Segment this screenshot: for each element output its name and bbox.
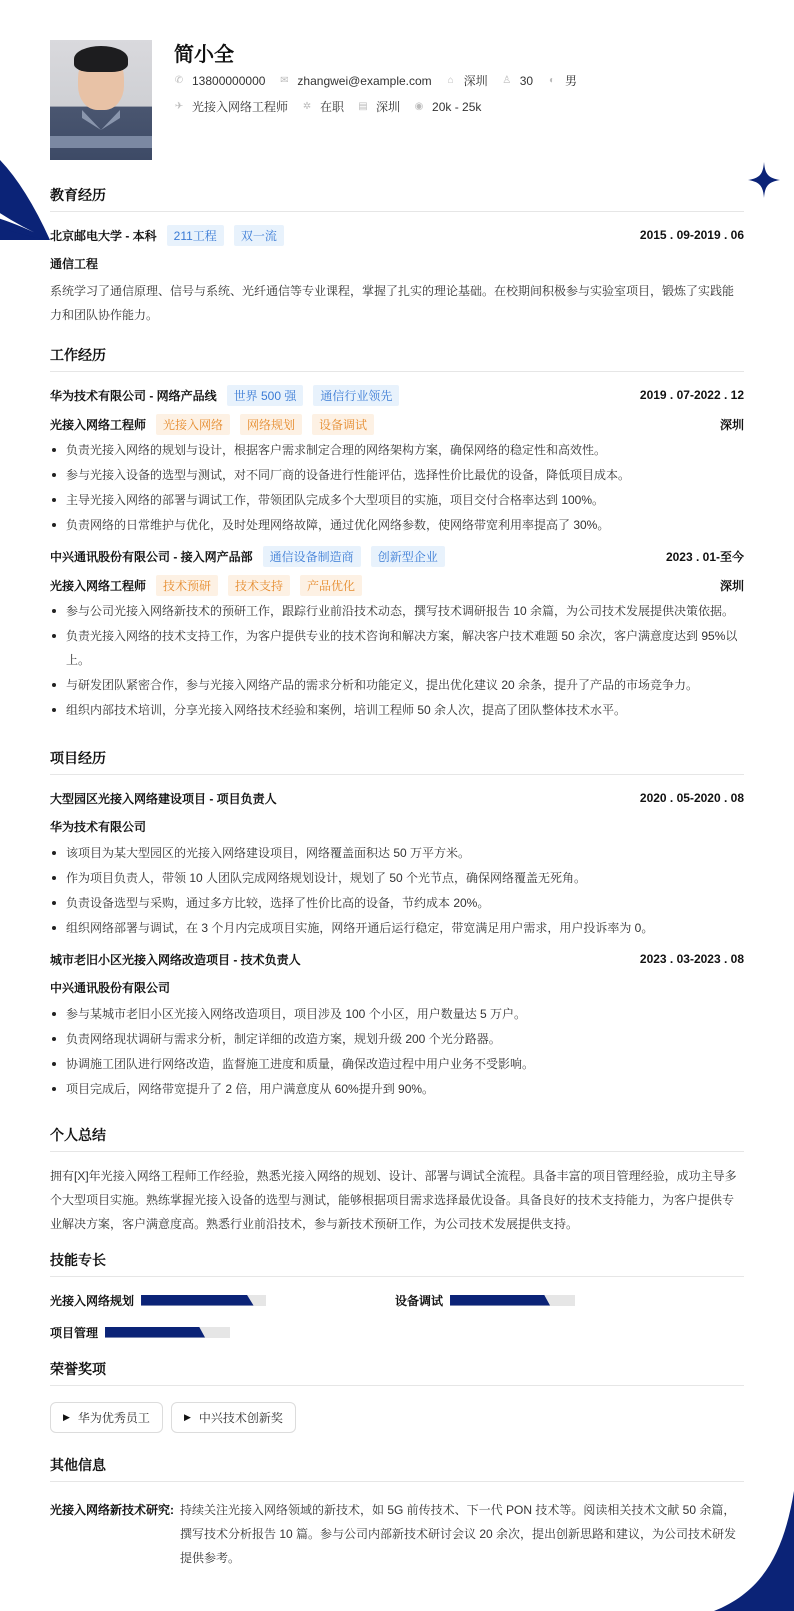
education-description: 系统学习了通信原理、信号与系统、光纤通信等专业课程，掌握了扎实的理论基础。在校期间积极参与实验室项目，锻炼了实践能力和团队协作能力。	[50, 284, 735, 322]
section-title: 技能专长	[50, 1250, 744, 1277]
work-location: 深圳	[719, 417, 744, 432]
bullet-item: 负责网络的日常维护与优化，及时处理网络故障，通过优化网络参数，使网络带宽利用率提高了 30%。	[50, 513, 744, 537]
bullet-item: 参与光接入设备的选型与测试，对不同厂商的设备进行性能评估，选择性价比最优的设备，降低项目成本。	[50, 463, 744, 487]
bullet-item: 负责设备选型与采购，通过多方比较，选择了性价比高的设备，节约成本 20%。	[50, 891, 744, 915]
email: zhangwei@example.com	[297, 73, 432, 88]
salary-icon: ◉	[414, 100, 424, 112]
mail-icon: ✉	[280, 74, 289, 86]
education-section	[50, 185, 744, 327]
play-icon: ▶	[63, 1412, 70, 1422]
role-tag: 光接入网络	[156, 414, 230, 435]
avatar-photo	[50, 40, 152, 160]
resume-page	[50, 0, 744, 1570]
project-name: 大型园区光接入网络建设项目 - 项目负责人	[50, 791, 277, 806]
phone-number: 13800000000	[192, 73, 266, 88]
summary-text: 拥有[X]年光接入网络工程师工作经验，熟悉光接入网络的规划、设计、部署与调试全流程。具备丰富的项目管理经验，成功主导多个大型项目实施。熟练掌握光接入设备的选型与测试，能够根据项目需求选择最优设备。具备良好的技术支持能力，为客户提供专业解决方案，客户满意度高。熟悉行业前沿技术，参与新技术预研工作，为公司技术发展提供支持。	[50, 1169, 737, 1231]
bullet-item: 协调施工团队进行网络改造，监督施工进度和质量，确保改造过程中用户业务不受影响。	[50, 1052, 744, 1076]
play-icon: ▶	[183, 1412, 191, 1422]
age-icon: ♙	[502, 74, 512, 86]
job-title: 光接入网络工程师	[192, 100, 289, 114]
role-tag: 技术支持	[228, 575, 290, 596]
candidate-name: 简小全	[174, 44, 234, 66]
award-item[interactable]	[50, 1402, 163, 1433]
work-section	[50, 345, 744, 722]
other-text: 持续关注光接入网络领域的新技术，如 5G 前传技术、下一代 PON 技术等。阅读相关技术文献 50 余篇，撰写技术分析报告 10 篇。参与公司内部新技术研讨会议 20 余次，提出创新思路和建议，为公司技术研发提供参考。	[180, 1503, 737, 1565]
company-tag: 通信行业领先	[313, 385, 399, 406]
skill-bar	[141, 1295, 266, 1306]
role-tag: 技术预研	[156, 575, 218, 596]
bullet-item: 参与某城市老旧小区光接入网络改造项目，项目涉及 100 个小区，用户数量达 5 万户。	[50, 1002, 744, 1026]
bullet-item: 组织内部技术培训，分享光接入网络技术经验和案例，培训工程师 50 余人次，提高了团队整体技术水平。	[50, 698, 744, 722]
bullet-item: 负责网络现状调研与需求分析，制定详细的改造方案，规划升级 200 个光分路器。	[50, 1027, 744, 1051]
projects-section	[50, 748, 744, 1101]
role-name: 光接入网络工程师	[50, 417, 147, 432]
school-name: 北京邮电大学 - 本科	[50, 228, 157, 243]
work-bullets	[50, 438, 744, 537]
sparkle-star-icon	[748, 162, 780, 198]
summary-section	[50, 1125, 744, 1236]
skill-item	[395, 1289, 740, 1311]
project-bullets	[50, 1002, 744, 1101]
plane-icon: ✈	[174, 100, 184, 112]
gender: 男	[565, 74, 578, 88]
role-tag: 设备调试	[312, 414, 374, 435]
company-name: 中兴通讯股份有限公司 - 接入网产品部	[50, 549, 253, 564]
bullet-item: 组织网络部署与调试，在 3 个月内完成项目实施，网络开通后运行稳定，带宽满足用户需求，用户投诉率为 0。	[50, 916, 744, 940]
skill-item	[50, 1289, 395, 1311]
work-date: 2019 . 07-2022 . 12	[639, 388, 744, 402]
project-name: 城市老旧小区光接入网络改造项目 - 技术负责人	[50, 952, 301, 967]
corner-decoration-top-left	[0, 130, 50, 240]
school-tag: 双一流	[234, 225, 284, 246]
bullet-item: 主导光接入网络的部署与调试工作，带领团队完成多个大型项目的实施，项目交付合格率达到 100%。	[50, 488, 744, 512]
skill-bar	[450, 1295, 575, 1306]
status-icon: ✲	[302, 100, 312, 112]
education-date: 2015 . 09-2019 . 06	[639, 228, 744, 242]
city: 深圳	[463, 74, 488, 88]
skill-label: 光接入网络规划	[50, 1293, 135, 1308]
contact-row	[174, 72, 591, 89]
section-title: 工作经历	[50, 345, 744, 372]
school-tag: 211工程	[167, 225, 224, 246]
salary: 20k - 25k	[432, 99, 482, 114]
age: 30	[519, 73, 534, 88]
skill-bar	[105, 1327, 230, 1338]
bullet-item: 负责光接入网络的规划与设计，根据客户需求制定合理的网络架构方案，确保网络的稳定性和高效性。	[50, 438, 744, 462]
section-title: 项目经历	[50, 748, 744, 775]
project-bullets	[50, 841, 744, 940]
project-company: 中兴通讯股份有限公司	[50, 981, 171, 995]
skill-fill	[141, 1295, 254, 1306]
section-title: 荣誉奖项	[50, 1359, 744, 1386]
skill-item	[50, 1321, 395, 1343]
work-entry	[50, 384, 744, 537]
skill-label: 设备调试	[395, 1293, 444, 1308]
bullet-item: 与研发团队紧密合作，参与光接入网络产品的需求分析和功能定义，提出优化建议 20 余条，提升了产品的市场竞争力。	[50, 673, 744, 697]
company-tag: 世界 500 强	[227, 385, 304, 406]
project-entry	[50, 787, 744, 940]
work-entry	[50, 545, 744, 722]
award-label: 华为优秀员工	[77, 1411, 150, 1425]
home-icon: ⌂	[447, 74, 454, 86]
skill-fill	[450, 1295, 550, 1306]
company-tag: 通信设备制造商	[263, 546, 361, 567]
phone-icon: ✆	[174, 74, 184, 86]
other-section	[50, 1455, 744, 1570]
job-intent-row	[174, 98, 495, 115]
major: 通信工程	[50, 257, 99, 271]
role-tag: 产品优化	[300, 575, 362, 596]
work-location: 深圳	[719, 578, 744, 593]
role-tag: 网络规划	[240, 414, 302, 435]
bullet-item: 项目完成后，网络带宽提升了 2 倍，用户满意度从 60%提升到 90%。	[50, 1077, 744, 1101]
company-name: 华为技术有限公司 - 网络产品线	[50, 388, 217, 403]
project-company: 华为技术有限公司	[50, 820, 147, 834]
job-status: 在职	[320, 100, 345, 114]
awards-section	[50, 1359, 744, 1433]
gender-icon: ◐	[549, 74, 556, 86]
skill-fill	[105, 1327, 205, 1338]
award-label: 中兴技术创新奖	[198, 1411, 283, 1425]
role-name: 光接入网络工程师	[50, 578, 147, 593]
other-label: 光接入网络新技术研究:	[50, 1503, 174, 1517]
award-item[interactable]	[171, 1402, 296, 1433]
bullet-item: 负责光接入网络的技术支持工作，为客户提供专业的技术咨询和解决方案，解决客户技术难题 50 余次，客户满意度达到 95%以上。	[50, 624, 744, 672]
company-tag: 创新型企业	[371, 546, 445, 567]
section-title: 其他信息	[50, 1455, 744, 1482]
bullet-item: 作为项目负责人，带领 10 人团队完成网络规划设计，规划了 50 个光节点，确保网络覆盖无死角。	[50, 866, 744, 890]
bullet-item: 参与公司光接入网络新技术的预研工作，跟踪行业前沿技术动态，撰写技术调研报告 10 余篇，为公司技术发展提供决策依据。	[50, 599, 744, 623]
skill-label: 项目管理	[50, 1325, 99, 1340]
section-title: 教育经历	[50, 185, 744, 212]
project-entry	[50, 948, 744, 1101]
bullet-item: 该项目为某大型园区的光接入网络建设项目，网络覆盖面积达 50 万平方米。	[50, 841, 744, 865]
profile-header	[50, 0, 744, 180]
project-date: 2023 . 03-2023 . 08	[639, 952, 744, 966]
work-date: 2023 . 01-至今	[665, 549, 744, 564]
work-bullets	[50, 599, 744, 722]
section-title: 个人总结	[50, 1125, 744, 1152]
project-date: 2020 . 05-2020 . 08	[639, 791, 744, 805]
skills-section	[50, 1250, 744, 1353]
target-city: 深圳	[376, 100, 401, 114]
building-icon: ▤	[358, 100, 368, 112]
